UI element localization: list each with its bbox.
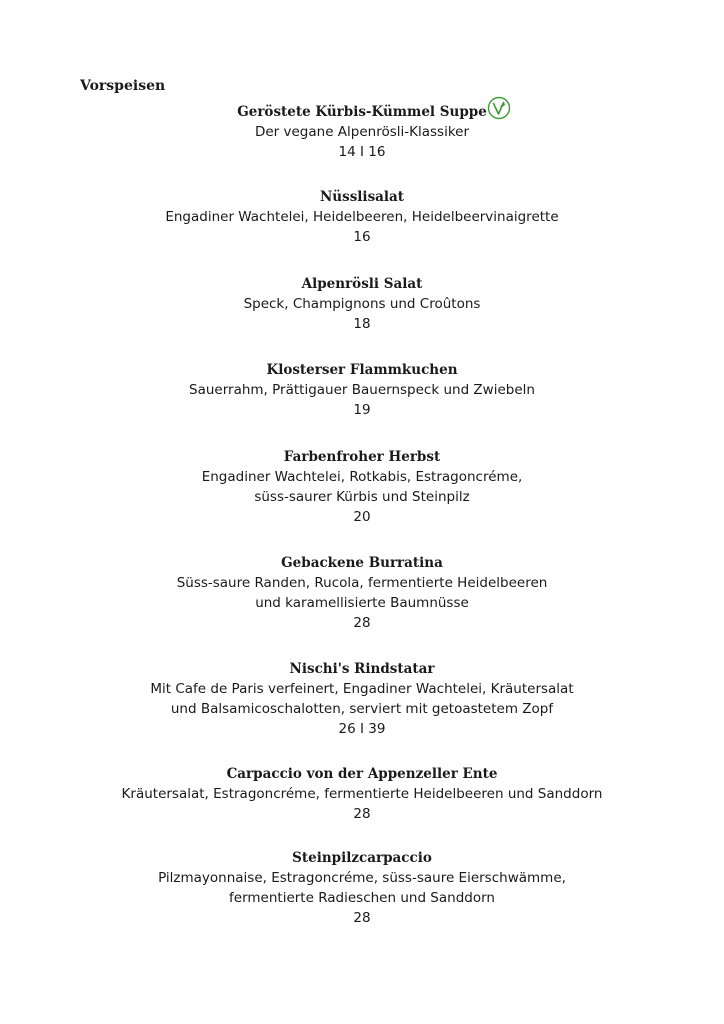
menu-item (0, 102, 724, 162)
dish-name: Alpenrösli Salat (301, 276, 423, 292)
dish-description: Engadiner Wachtelei, Heidelbeeren, Heidelbeervinaigrette (165, 209, 559, 225)
dish-name: Nischi's Rindstatar (289, 661, 435, 677)
dish-name: Nüsslisalat (319, 189, 405, 205)
dish-description: Süss-saure Randen, Rucola, fermentierte Heidelbeeren (176, 575, 548, 591)
dish-description: fermentierte Radieschen und Sanddorn (229, 890, 495, 906)
dish-description: Pilzmayonnaise, Estragoncréme, süss-saure Eierschwämme, (158, 870, 566, 886)
menu-item (0, 360, 724, 420)
dish-price: 14 I 16 (338, 144, 386, 160)
menu-item (0, 553, 724, 633)
dish-description: Sauerrahm, Prättigauer Bauernspeck und Zwiebeln (189, 382, 535, 398)
menu-item (0, 447, 724, 527)
dish-description: und Balsamicoschalotten, serviert mit getoastetem Zopf (170, 701, 554, 717)
dish-price: 16 (353, 229, 371, 245)
dish-description: und karamellisierte Baumnüsse (255, 595, 469, 611)
menu-item (0, 274, 724, 334)
dish-price: 18 (353, 316, 371, 332)
dish-price: 26 I 39 (338, 721, 386, 737)
dish-name: Steinpilzcarpaccio (292, 850, 432, 866)
menu-item (0, 659, 724, 739)
dish-price: 28 (353, 615, 371, 631)
dish-description: Mit Cafe de Paris verfeinert, Engadiner Wachtelei, Kräutersalat (150, 681, 574, 697)
dish-description: Der vegane Alpenrösli-Klassiker (254, 124, 470, 140)
section-title: Vorspeisen (80, 78, 166, 94)
dish-description: süss-saurer Kürbis und Steinpilz (254, 489, 470, 505)
dish-price: 20 (353, 509, 371, 525)
dish-description: Kräutersalat, Estragoncréme, fermentierte Heidelbeeren und Sanddorn (121, 786, 603, 802)
vegan-icon (487, 96, 511, 120)
dish-name: Klosterser Flammkuchen (266, 362, 458, 378)
dish-name: Gebackene Burratina (281, 555, 443, 571)
dish-name: Geröstete Kürbis-Kümmel Suppe (237, 104, 487, 120)
menu-item (0, 848, 724, 928)
menu-item (0, 764, 724, 824)
dish-name: Farbenfroher Herbst (283, 449, 441, 465)
dish-description: Speck, Champignons und Croûtons (243, 296, 481, 312)
dish-description: Engadiner Wachtelei, Rotkabis, Estragoncréme, (201, 469, 523, 485)
dish-price: 19 (353, 402, 371, 418)
dish-price: 28 (353, 806, 371, 822)
dish-name: Carpaccio von der Appenzeller Ente (226, 766, 498, 782)
dish-price: 28 (353, 910, 371, 926)
menu-item (0, 187, 724, 247)
